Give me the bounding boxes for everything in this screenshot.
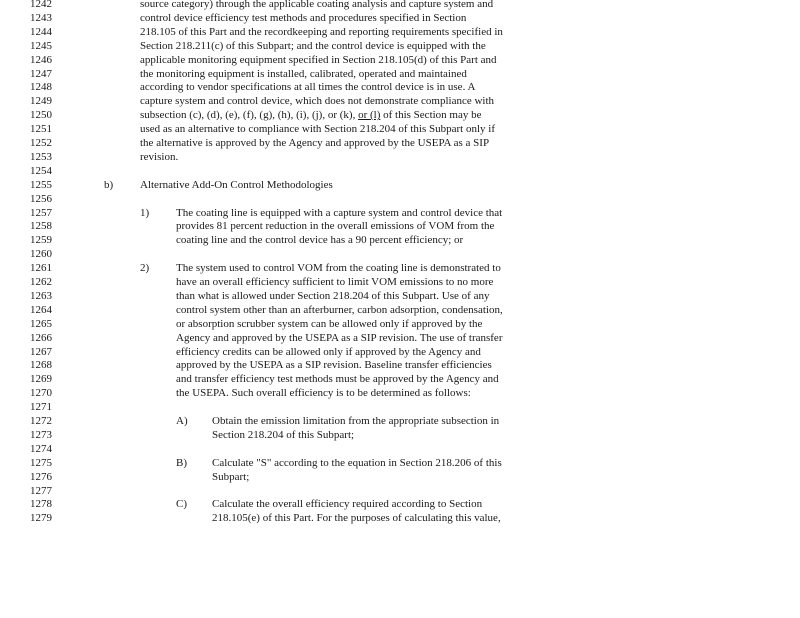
text-line xyxy=(22,484,782,498)
text-line xyxy=(22,122,782,136)
line-number: 1256 xyxy=(30,192,52,205)
text-line xyxy=(22,275,782,289)
line-number: 1278 xyxy=(30,498,52,511)
line-number: 1252 xyxy=(30,137,52,149)
line-number: 1270 xyxy=(30,387,52,400)
text-line xyxy=(22,386,782,400)
line-text: provides 81 percent reduction in the overall emissions of VOM from the xyxy=(176,220,495,233)
line-number: 1272 xyxy=(30,415,52,427)
text-line xyxy=(22,136,782,150)
line-text: approved by the USEPA as a SIP revision. Baseline transfer efficiencies xyxy=(176,359,492,372)
text-line xyxy=(22,289,782,303)
text-line xyxy=(22,94,782,108)
line-text: have an overall efficiency sufficient to limit VOM emissions to no more xyxy=(176,276,494,288)
line-number: 1258 xyxy=(30,220,52,233)
line-number: 1246 xyxy=(30,53,52,66)
line-number: 1243 xyxy=(30,11,52,24)
text-line xyxy=(22,233,782,247)
text-line xyxy=(22,67,782,81)
line-number: 1264 xyxy=(30,303,52,316)
line-text: Section 218.211(c) of this Subpart; and the control device is equipped with the xyxy=(140,39,486,52)
text-line xyxy=(22,456,782,470)
line-number: 1274 xyxy=(30,442,52,455)
line-number: 1279 xyxy=(30,512,52,525)
text-line xyxy=(22,11,782,25)
text-line xyxy=(22,317,782,331)
line-text: than what is allowed under Section 218.204 of this Subpart. Use of any xyxy=(176,289,490,302)
line-text: revision. xyxy=(140,150,179,163)
line-number: 1273 xyxy=(30,428,52,441)
line-text: the USEPA. Such overall efficiency is to be determined as follows: xyxy=(176,387,471,400)
list-label: C) xyxy=(176,498,187,511)
underlined-insertion: or (l) xyxy=(358,109,381,122)
text-line xyxy=(22,428,782,442)
line-number: 1244 xyxy=(30,25,52,38)
line-text: 218.105 of this Part and the recordkeeping and reporting requirements specified in xyxy=(140,25,503,38)
line-number: 1249 xyxy=(30,95,52,108)
line-text: Alternative Add-On Control Methodologies xyxy=(140,178,333,191)
line-text: source category) through the applicable coating analysis and capture system and xyxy=(140,0,494,10)
text-line xyxy=(22,511,782,525)
line-text: the monitoring equipment is installed, calibrated, operated and maintained xyxy=(140,67,467,80)
text-line xyxy=(22,108,782,122)
line-text: according to vendor specifications at all times the control device is in use. A xyxy=(140,81,476,94)
line-text: efficiency credits can be allowed only if approved by the Agency and xyxy=(176,345,481,358)
text-line xyxy=(22,39,782,53)
line-text: control device efficiency test methods and procedures specified in Section xyxy=(140,11,467,24)
text-line xyxy=(22,358,782,372)
line-text: The system used to control VOM from the coating line is demonstrated to xyxy=(176,262,501,275)
text-line xyxy=(22,150,782,164)
line-text: Section 218.204 of this Subpart; xyxy=(212,428,355,441)
text-line xyxy=(22,0,782,11)
line-text: Agency and approved by the USEPA as a SIP revision. The use of transfer xyxy=(176,331,503,344)
line-text: Calculate the overall efficiency required according to Section xyxy=(212,498,483,511)
line-text: the alternative is approved by the Agency and approved by the USEPA as a SIP xyxy=(140,137,490,149)
line-number: 1259 xyxy=(30,234,52,247)
text-line xyxy=(22,497,782,511)
line-text: or absorption scrubber system can be allowed only if approved by the xyxy=(176,317,483,330)
line-number: 1262 xyxy=(30,276,52,288)
text-line xyxy=(22,303,782,317)
line-text: and transfer efficiency test methods must be approved by the Agency and xyxy=(176,373,499,386)
text-line xyxy=(22,372,782,386)
line-number: 1245 xyxy=(30,39,52,52)
text-line xyxy=(22,414,782,428)
text-line xyxy=(22,247,782,261)
line-number: 1275 xyxy=(30,456,52,469)
text-line xyxy=(22,345,782,359)
text-line xyxy=(22,206,782,220)
line-number: 1253 xyxy=(30,150,52,163)
line-number: 1254 xyxy=(30,164,52,177)
line-number: 1255 xyxy=(30,178,52,191)
line-text: Obtain the emission limitation from the appropriate subsection in xyxy=(212,415,500,427)
line-number: 1268 xyxy=(30,359,52,372)
line-text-part: of this Section may be xyxy=(380,109,482,122)
text-line xyxy=(22,331,782,345)
list-label: B) xyxy=(176,456,187,469)
line-number: 1250 xyxy=(30,109,52,122)
line-number: 1261 xyxy=(30,262,52,275)
line-text xyxy=(140,108,482,122)
list-label: 1) xyxy=(140,206,150,219)
text-line xyxy=(22,25,782,39)
text-line xyxy=(22,192,782,206)
line-number: 1263 xyxy=(30,289,52,302)
line-number: 1267 xyxy=(30,345,52,358)
line-number: 1248 xyxy=(30,81,52,94)
list-label: A) xyxy=(176,415,188,427)
list-label: b) xyxy=(104,178,114,191)
text-line xyxy=(22,164,782,178)
line-number: 1260 xyxy=(30,248,52,261)
text-line xyxy=(22,470,782,484)
line-text: used as an alternative to compliance with Section 218.204 of this Subpart only if xyxy=(140,123,495,136)
line-text-part: subsection (c), (d), (e), (f), (g), (h), (i), (j), or (k), xyxy=(140,109,359,122)
text-line xyxy=(22,53,782,67)
line-text: capture system and control device, which does not demonstrate compliance with xyxy=(140,95,495,108)
line-number: 1242 xyxy=(30,0,52,10)
line-text: Subpart; xyxy=(212,470,250,483)
text-line xyxy=(22,261,782,275)
line-text: applicable monitoring equipment specified in Section 218.105(d) of this Part and xyxy=(140,53,497,66)
line-text: The coating line is equipped with a capture system and control device that xyxy=(176,206,503,219)
line-text: 218.105(e) of this Part. For the purposes of calculating this value, xyxy=(212,512,501,525)
text-line xyxy=(22,80,782,94)
list-label: 2) xyxy=(140,262,150,275)
line-text: Calculate "S" according to the equation in Section 218.206 of this xyxy=(212,456,502,469)
text-line xyxy=(22,178,782,192)
line-number: 1251 xyxy=(30,123,52,136)
line-number: 1276 xyxy=(30,470,52,483)
line-number: 1247 xyxy=(30,67,52,80)
line-number: 1269 xyxy=(30,373,52,386)
line-text: coating line and the control device has a 90 percent efficiency; or xyxy=(176,234,464,247)
line-text: control system other than an afterburner, carbon adsorption, condensation, xyxy=(176,303,503,316)
line-number: 1266 xyxy=(30,331,52,344)
line-number: 1277 xyxy=(30,484,52,497)
line-number: 1265 xyxy=(30,317,52,330)
line-number: 1271 xyxy=(30,401,52,414)
text-line xyxy=(22,400,782,414)
text-line xyxy=(22,442,782,456)
line-number: 1257 xyxy=(30,206,52,219)
text-line xyxy=(22,219,782,233)
